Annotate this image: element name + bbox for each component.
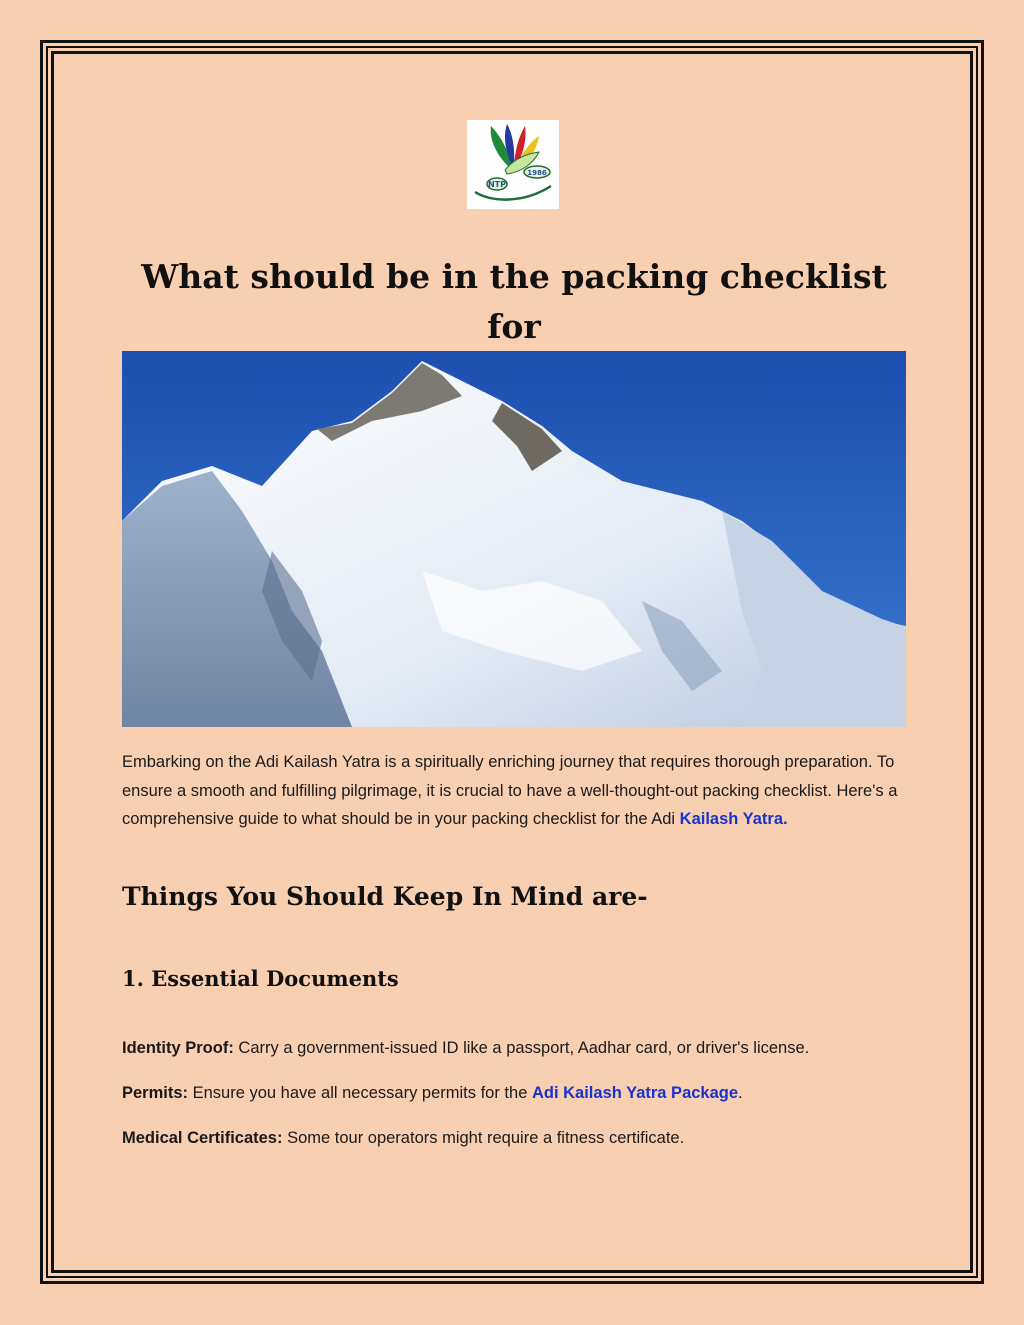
permits-item [122, 1081, 743, 1105]
kailash-yatra-link[interactable]: Kailash Yatra [679, 810, 784, 828]
adi-kailash-yatra-package-link[interactable]: Adi Kailash Yatra Package [531, 1084, 739, 1102]
logo-text: NTP [487, 180, 507, 189]
intro-text: Embarking on the Adi Kailash Yatra is a spiritually enriching journey that requires thorough preparation. To ensure a smooth and fulfilling pilgrimage, it is crucial to have a well-thought-out packing checklist. Here's a comprehensive guide to what should be in your packing checklist for the Adi [122, 753, 898, 828]
identity-proof-item [122, 1036, 809, 1060]
identity-proof-label: Identity Proof: [122, 1039, 234, 1057]
title-line-1: What should be in the packing checklist for [141, 257, 887, 346]
things-to-keep-in-mind-heading: Things You Should Keep In Mind are- [122, 882, 648, 911]
permits-text: Ensure you have all necessary permits for the [192, 1084, 528, 1102]
intro-paragraph [122, 748, 912, 834]
medical-certificates-text: Some tour operators might require a fitness certificate. [287, 1129, 685, 1147]
ntp-logo-graphic [467, 120, 559, 209]
essential-documents-heading: 1. Essential Documents [122, 966, 399, 991]
logo-year: 1986 [527, 169, 547, 177]
permits-label: Permits: [122, 1084, 189, 1102]
ntp-logo [467, 120, 559, 209]
medical-certificates-label: Medical Certificates: [122, 1129, 283, 1147]
identity-proof-text: Carry a government-issued ID like a passport, Aadhar card, or driver's license. [238, 1039, 810, 1057]
adi-kailash-mountain-image [122, 351, 906, 727]
intro-period: . [783, 810, 788, 828]
permits-period: . [738, 1084, 743, 1102]
medical-certificates-item [122, 1126, 684, 1150]
